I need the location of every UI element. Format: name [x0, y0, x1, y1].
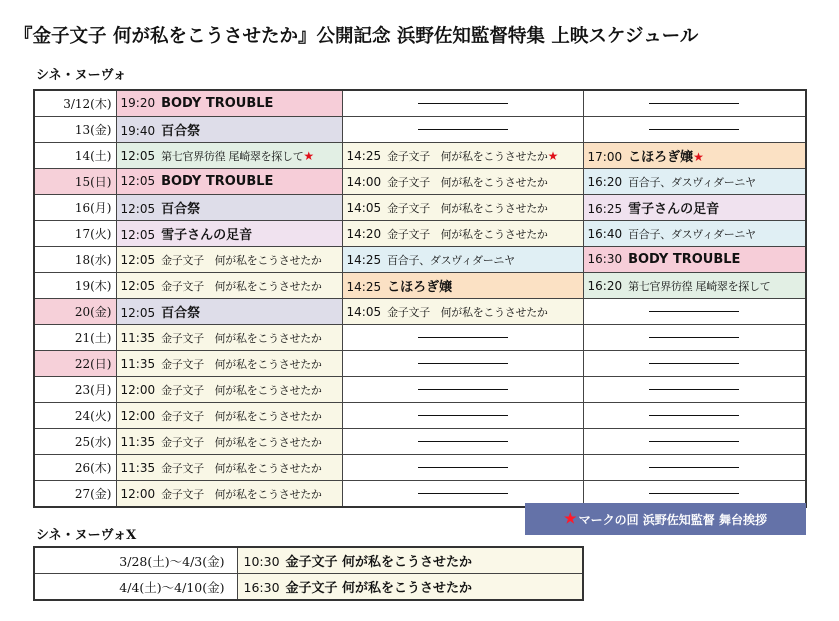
screening-time: 19:40 [120, 124, 156, 138]
schedule-row [34, 117, 806, 143]
screening-time: 12:00 [120, 408, 156, 423]
screening-cell [342, 429, 583, 455]
movie-title: 雪子さんの足音 [161, 228, 253, 243]
screening-cell [583, 377, 806, 403]
screening-cell [342, 221, 583, 247]
screening-time: 12:00 [120, 486, 156, 501]
date-cell: 15(日) [34, 169, 116, 195]
movie-title: 第七官界彷徨 尾崎翠を探して [161, 149, 304, 163]
movie-title: 金子文子 何が私をこうさせたか [161, 383, 322, 397]
screening-cell [116, 195, 342, 221]
screening-cell [116, 169, 342, 195]
screening-cell [342, 455, 583, 481]
movie-title: 金子文子 何が私をこうさせたか [161, 331, 322, 345]
movie-title: 金子文子 何が私をこうさせたか [161, 409, 322, 423]
date-cell: 25(水) [34, 429, 116, 455]
screening-cell [116, 325, 342, 351]
movie-title: BODY TROUBLE [161, 174, 274, 189]
screening-time: 12:05 [120, 278, 156, 293]
movie-title: 金子文子 何が私をこうさせたか [161, 279, 322, 293]
screening-cell [583, 195, 806, 221]
star-icon: ★ [564, 511, 577, 527]
movie-title: 百合子、ダスヴィダーニヤ [387, 253, 515, 267]
screening-cell [237, 547, 583, 574]
screening-cell [116, 299, 342, 325]
page-title: 『金子文子 何が私をこうさせたか』公開記念 浜野佐知監督特集 上映スケジュール [14, 26, 699, 47]
screening-cell [116, 377, 342, 403]
screening-cell [342, 403, 583, 429]
screening-cell [342, 143, 583, 169]
schedule-row [34, 195, 806, 221]
schedule-table-x [33, 546, 584, 601]
movie-title: 百合祭 [161, 306, 201, 321]
movie-title: 百合子、ダスヴィダーニヤ [628, 227, 756, 241]
no-screening-dash [649, 103, 739, 104]
screening-time: 10:30 [243, 554, 280, 569]
schedule-row [34, 247, 806, 273]
screening-cell [116, 429, 342, 455]
screening-time: 11:35 [120, 460, 156, 475]
screening-cell [583, 247, 806, 273]
screening-cell [583, 299, 806, 325]
venue-label-nouveau: シネ・ヌーヴォ [36, 68, 127, 83]
no-screening-dash [418, 103, 508, 104]
date-cell: 20(金) [34, 299, 116, 325]
screening-cell [342, 273, 583, 299]
screening-time: 12:05 [120, 306, 156, 320]
screening-cell [583, 351, 806, 377]
movie-title: 雪子さんの足音 [628, 202, 720, 217]
movie-title: こほろぎ嬢 [387, 280, 453, 295]
screening-cell [116, 221, 342, 247]
screening-time: 14:05 [346, 200, 382, 215]
date-cell: 23(月) [34, 377, 116, 403]
screening-time: 17:00 [587, 150, 623, 164]
screening-time: 12:05 [120, 148, 156, 163]
schedule-row [34, 169, 806, 195]
screening-cell [116, 90, 342, 117]
screening-cell [342, 169, 583, 195]
no-screening-dash [649, 311, 739, 312]
screening-time: 16:40 [587, 226, 623, 241]
screening-cell [116, 247, 342, 273]
screening-time: 11:35 [120, 330, 156, 345]
schedule-row [34, 429, 806, 455]
screening-time: 12:05 [120, 202, 156, 216]
screening-time: 12:05 [120, 252, 156, 267]
date-range-cell: 3/28(土)～4/3(金) [34, 547, 237, 574]
no-screening-dash [418, 441, 508, 442]
schedule-row [34, 325, 806, 351]
no-screening-dash [418, 493, 508, 494]
schedule-row [34, 455, 806, 481]
movie-title: 金子文子 何が私をこうさせたか [387, 201, 548, 215]
screening-time: 12:00 [120, 382, 156, 397]
screening-time: 16:30 [243, 580, 280, 595]
movie-title: こほろぎ嬢 [628, 150, 694, 165]
schedule-row [34, 403, 806, 429]
no-screening-dash [649, 129, 739, 130]
screening-cell [237, 574, 583, 601]
no-screening-dash [649, 441, 739, 442]
movie-title: 金子文子 何が私をこうさせたか [387, 175, 548, 189]
screening-cell [116, 117, 342, 143]
screening-cell [342, 325, 583, 351]
legend-text: マークの回 浜野佐知監督 舞台挨拶 [578, 512, 767, 527]
screening-cell [342, 377, 583, 403]
no-screening-dash [418, 389, 508, 390]
no-screening-dash [418, 467, 508, 468]
screening-cell [583, 403, 806, 429]
screening-cell [116, 455, 342, 481]
movie-title: 金子文子 何が私をこうさせたか [161, 253, 322, 267]
date-cell: 19(木) [34, 273, 116, 299]
date-cell: 13(金) [34, 117, 116, 143]
screening-cell [116, 143, 342, 169]
movie-title: BODY TROUBLE [161, 96, 274, 111]
screening-cell [583, 169, 806, 195]
schedule-row [34, 90, 806, 117]
screening-cell [116, 481, 342, 508]
star-icon: ★ [547, 148, 559, 163]
movie-title: BODY TROUBLE [628, 252, 741, 267]
no-screening-dash [649, 493, 739, 494]
no-screening-dash [418, 337, 508, 338]
date-cell: 27(金) [34, 481, 116, 508]
screening-cell [583, 325, 806, 351]
date-cell: 3/12(木) [34, 90, 116, 117]
date-cell: 18(水) [34, 247, 116, 273]
movie-title: 金子文子 何が私をこうさせたか [161, 461, 322, 475]
screening-time: 14:25 [346, 280, 382, 294]
schedule-row [34, 221, 806, 247]
screening-time: 16:20 [587, 278, 623, 293]
movie-title: 第七官界彷徨 尾崎翠を探して [628, 279, 771, 293]
screening-cell [583, 90, 806, 117]
date-cell: 24(火) [34, 403, 116, 429]
no-screening-dash [649, 337, 739, 338]
screening-time: 12:05 [120, 174, 156, 188]
screening-cell [583, 455, 806, 481]
screening-time: 16:30 [587, 252, 623, 266]
screening-time: 16:20 [587, 174, 623, 189]
schedule-row [34, 351, 806, 377]
movie-title: 金子文子 何が私をこうさせたか [285, 555, 473, 570]
screening-time: 14:25 [346, 148, 382, 163]
movie-title: 金子文子 何が私をこうさせたか [285, 581, 473, 596]
screening-cell [583, 273, 806, 299]
movie-title: 百合子、ダスヴィダーニヤ [628, 175, 756, 189]
screening-cell [116, 273, 342, 299]
screening-cell [583, 143, 806, 169]
stage-greeting-legend [525, 503, 806, 535]
no-screening-dash [418, 129, 508, 130]
star-icon: ★ [693, 150, 704, 164]
schedule-row [34, 273, 806, 299]
schedule-x-row [34, 547, 583, 574]
screening-cell [342, 117, 583, 143]
screening-time: 14:20 [346, 226, 382, 241]
date-cell: 26(木) [34, 455, 116, 481]
screening-cell [583, 221, 806, 247]
movie-title: 金子文子 何が私をこうさせたか [387, 305, 548, 319]
date-cell: 22(日) [34, 351, 116, 377]
schedule-row [34, 377, 806, 403]
no-screening-dash [649, 363, 739, 364]
no-screening-dash [418, 415, 508, 416]
screening-cell [342, 247, 583, 273]
screening-cell [116, 403, 342, 429]
screening-time: 14:00 [346, 174, 382, 189]
movie-title: 金子文子 何が私をこうさせたか [161, 435, 322, 449]
movie-title: 百合祭 [161, 124, 201, 139]
screening-cell [583, 117, 806, 143]
schedule-table [33, 89, 807, 508]
screening-cell [583, 429, 806, 455]
no-screening-dash [418, 363, 508, 364]
screening-cell [342, 195, 583, 221]
schedule-row [34, 143, 806, 169]
movie-title: 金子文子 何が私をこうさせたか [161, 357, 322, 371]
venue-label-nouveau-x: シネ・ヌーヴォX [36, 528, 137, 543]
schedule-x-row [34, 574, 583, 601]
date-range-cell: 4/4(土)～4/10(金) [34, 574, 237, 601]
screening-cell [342, 90, 583, 117]
screening-time: 11:35 [120, 356, 156, 371]
movie-title: 金子文子 何が私をこうさせたか [387, 149, 548, 163]
no-screening-dash [649, 389, 739, 390]
screening-time: 14:25 [346, 252, 382, 267]
screening-time: 14:05 [346, 304, 382, 319]
no-screening-dash [649, 467, 739, 468]
screening-time: 12:05 [120, 228, 156, 242]
screening-cell [342, 299, 583, 325]
screening-cell [116, 351, 342, 377]
schedule-row [34, 299, 806, 325]
screening-time: 11:35 [120, 434, 156, 449]
movie-title: 金子文子 何が私をこうさせたか [161, 487, 322, 501]
screening-time: 16:25 [587, 202, 623, 216]
date-cell: 17(火) [34, 221, 116, 247]
screening-cell [342, 351, 583, 377]
date-cell: 16(月) [34, 195, 116, 221]
screening-time: 19:20 [120, 96, 156, 110]
date-cell: 21(土) [34, 325, 116, 351]
no-screening-dash [649, 415, 739, 416]
movie-title: 金子文子 何が私をこうさせたか [387, 227, 548, 241]
star-icon: ★ [303, 148, 315, 163]
movie-title: 百合祭 [161, 202, 201, 217]
date-cell: 14(土) [34, 143, 116, 169]
